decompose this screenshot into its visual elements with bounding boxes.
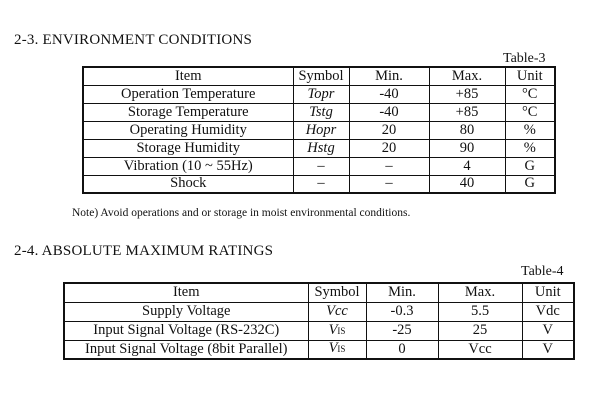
column-header-symbol: Symbol xyxy=(293,67,349,85)
environment-conditions-table xyxy=(82,66,556,194)
symbol-subscript: IS xyxy=(337,344,346,355)
environment-conditions-heading: 2-3. ENVIRONMENT CONDITIONS xyxy=(14,32,253,48)
cell-unit: V xyxy=(522,340,574,359)
cell-symbol: Hopr xyxy=(293,121,349,139)
symbol-subscript: IS xyxy=(337,325,346,336)
table-header-row xyxy=(64,283,574,302)
cell-unit: Vdc xyxy=(522,302,574,321)
table-row xyxy=(83,139,555,157)
cell-max: +85 xyxy=(429,103,505,121)
cell-item: Supply Voltage xyxy=(64,302,308,321)
cell-max: 90 xyxy=(429,139,505,157)
table-4-label: Table-4 xyxy=(521,264,564,279)
cell-symbol xyxy=(308,340,366,359)
column-header-min: Min. xyxy=(366,283,438,302)
cell-unit: °C xyxy=(505,85,555,103)
environment-note: Note) Avoid operations and or storage in moist environmental conditions. xyxy=(72,207,411,219)
cell-unit: % xyxy=(505,139,555,157)
table-row xyxy=(83,175,555,193)
cell-item: Operating Humidity xyxy=(83,121,293,139)
cell-symbol: Hstg xyxy=(293,139,349,157)
cell-item: Shock xyxy=(83,175,293,193)
cell-unit: G xyxy=(505,157,555,175)
cell-min: -40 xyxy=(349,85,429,103)
cell-max: 5.5 xyxy=(438,302,522,321)
cell-max: 4 xyxy=(429,157,505,175)
cell-symbol: – xyxy=(293,157,349,175)
cell-unit: V xyxy=(522,321,574,340)
cell-symbol: Tstg xyxy=(293,103,349,121)
cell-max: +85 xyxy=(429,85,505,103)
table-row xyxy=(83,157,555,175)
cell-min: -25 xyxy=(366,321,438,340)
column-header-max: Max. xyxy=(429,67,505,85)
symbol-base: V xyxy=(328,340,338,357)
column-header-item: Item xyxy=(83,67,293,85)
cell-min: – xyxy=(349,157,429,175)
column-header-item: Item xyxy=(64,283,308,302)
cell-unit: % xyxy=(505,121,555,139)
cell-max: 40 xyxy=(429,175,505,193)
cell-item: Input Signal Voltage (RS-232C) xyxy=(64,321,308,340)
cell-item: Storage Temperature xyxy=(83,103,293,121)
cell-unit: °C xyxy=(505,103,555,121)
cell-item: Input Signal Voltage (8bit Parallel) xyxy=(64,340,308,359)
cell-max: 25 xyxy=(438,321,522,340)
cell-symbol xyxy=(308,321,366,340)
column-header-unit: Unit xyxy=(522,283,574,302)
cell-max: 80 xyxy=(429,121,505,139)
table-row xyxy=(83,121,555,139)
cell-min: -40 xyxy=(349,103,429,121)
table-row xyxy=(83,85,555,103)
column-header-symbol: Symbol xyxy=(308,283,366,302)
cell-item: Operation Temperature xyxy=(83,85,293,103)
cell-item: Storage Humidity xyxy=(83,139,293,157)
cell-min: -0.3 xyxy=(366,302,438,321)
cell-item: Vibration (10 ~ 55Hz) xyxy=(83,157,293,175)
cell-min: 20 xyxy=(349,139,429,157)
table-3-label: Table-3 xyxy=(503,51,546,66)
table-row xyxy=(64,340,574,359)
absolute-maximum-ratings-table xyxy=(63,282,575,360)
cell-min: 0 xyxy=(366,340,438,359)
cell-symbol: Vcc xyxy=(308,302,366,321)
column-header-min: Min. xyxy=(349,67,429,85)
absolute-maximum-ratings-heading: 2-4. ABSOLUTE MAXIMUM RATINGS xyxy=(14,243,274,259)
cell-symbol: – xyxy=(293,175,349,193)
cell-max: Vcc xyxy=(438,340,522,359)
table-row xyxy=(64,302,574,321)
table-row xyxy=(64,321,574,340)
cell-min: 20 xyxy=(349,121,429,139)
column-header-max: Max. xyxy=(438,283,522,302)
cell-symbol: Topr xyxy=(293,85,349,103)
cell-unit: G xyxy=(505,175,555,193)
column-header-unit: Unit xyxy=(505,67,555,85)
table-row xyxy=(83,103,555,121)
table-header-row xyxy=(83,67,555,85)
symbol-base: V xyxy=(328,321,338,338)
cell-min: – xyxy=(349,175,429,193)
